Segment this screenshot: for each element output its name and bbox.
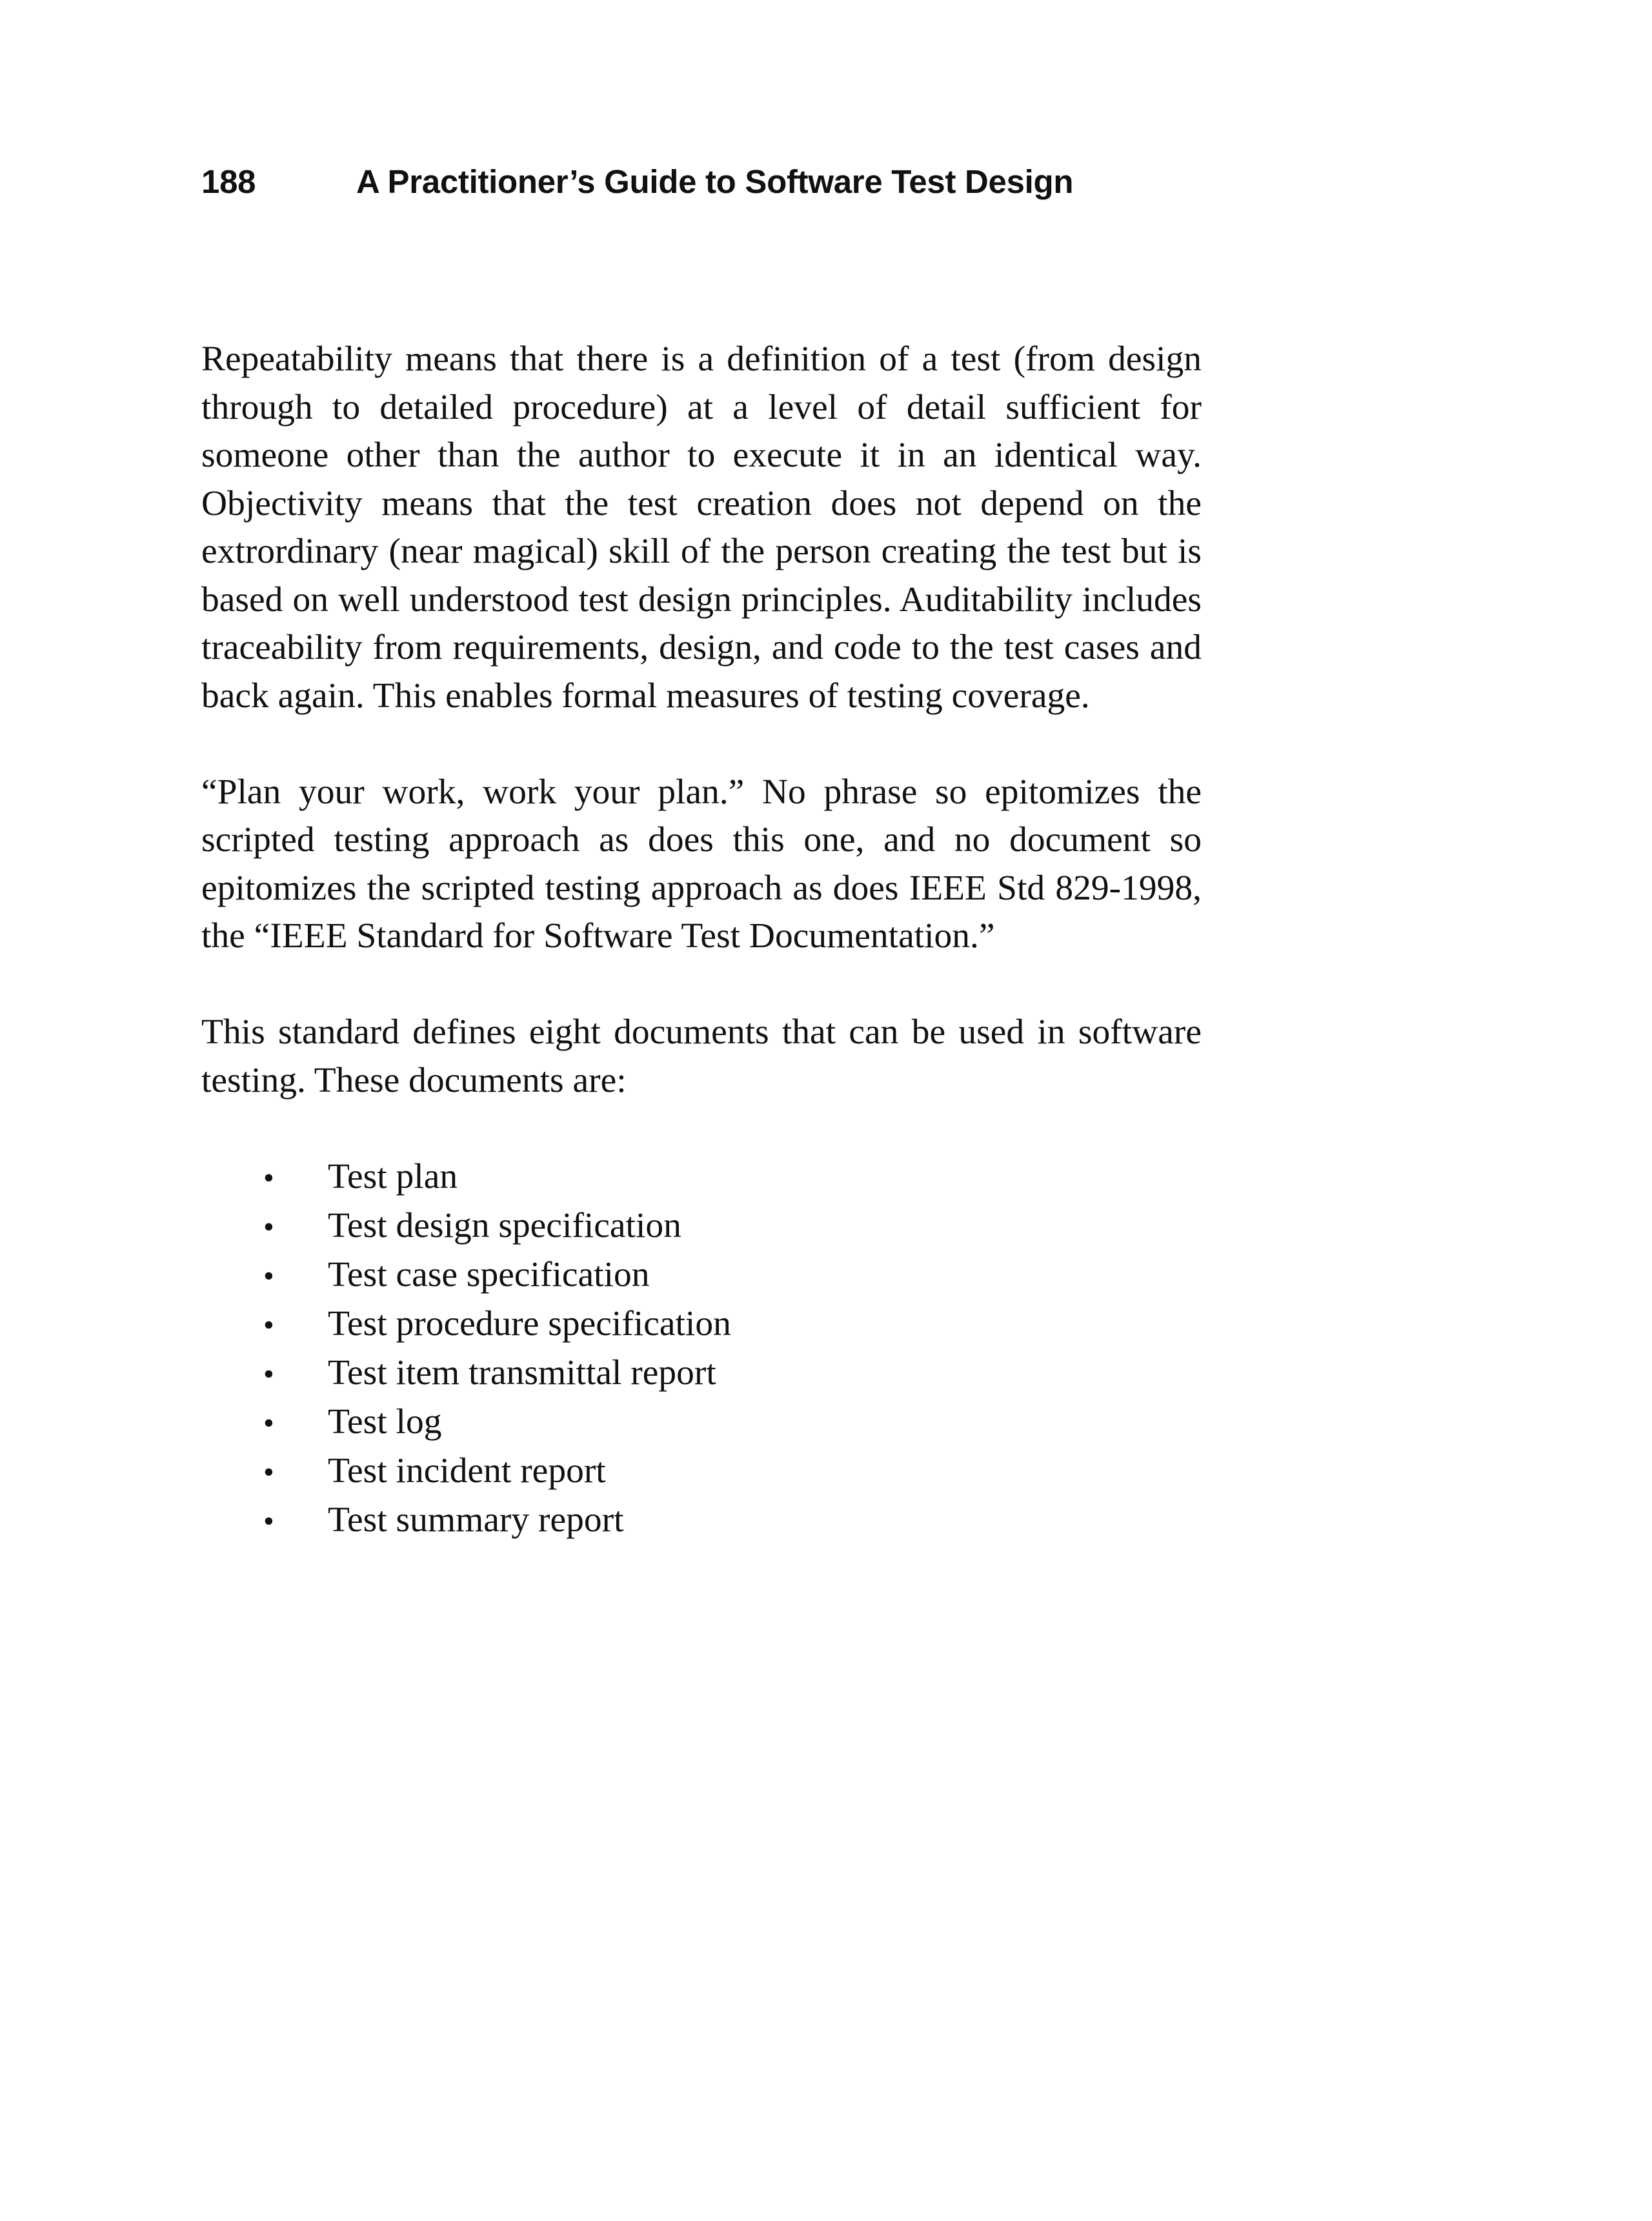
list-item-text: Test log	[328, 1402, 442, 1442]
running-header	[201, 159, 1073, 204]
list-item	[263, 1398, 1202, 1447]
bullet-icon: •	[263, 1356, 274, 1391]
list-item	[263, 1349, 1202, 1398]
paragraph-standard-documents: This standard defines eight documents that can be used in software testing. These documents are:	[201, 1012, 1202, 1100]
bullet-icon: •	[263, 1454, 274, 1489]
list-item-text: Test plan	[328, 1156, 458, 1196]
body-text	[201, 336, 1202, 1545]
list-item	[263, 1202, 1202, 1251]
list-item-text: Test item transmittal report	[328, 1352, 716, 1392]
list-item-text: Test case specification	[328, 1254, 650, 1294]
list-item	[263, 1300, 1202, 1349]
paragraph-plan-your-work: “Plan your work, work your plan.” No phrase so epitomizes the scripted testing approach as does this one, and no document so epitomizes the scripted testing approach as does IEEE Std 829-1998, the “IEEE Standard for Software Test Documentation.”	[201, 772, 1202, 956]
list-item	[263, 1153, 1202, 1202]
bullet-icon: •	[263, 1258, 274, 1293]
list-item	[263, 1251, 1202, 1300]
list-item-text: Test incident report	[328, 1451, 606, 1491]
page-number: 188	[201, 163, 256, 200]
bullet-icon: •	[263, 1307, 274, 1342]
list-item-text: Test procedure specification	[328, 1303, 731, 1343]
document-list	[201, 1153, 1202, 1545]
list-item	[263, 1447, 1202, 1496]
list-item	[263, 1496, 1202, 1545]
list-item-text: Test design specification	[328, 1205, 681, 1245]
bullet-icon: •	[263, 1209, 274, 1244]
bullet-icon: •	[263, 1405, 274, 1440]
paragraph-repeatability: Repeatability means that there is a definition of a test (from design through to detailed procedure) at a level of detail sufficient for someone other than the author to execute it in an identical way. Objectivity means that the test creation does not depend on the extrordinary (near magical) skill of the person creating the test but is based on well understood test design principles. Auditability includes traceability from requirements, design, and code to the test cases and back again. This enables formal measures of testing coverage.	[201, 339, 1202, 716]
list-item-text: Test summary report	[328, 1500, 624, 1540]
bullet-icon: •	[263, 1160, 274, 1195]
bullet-icon: •	[263, 1503, 274, 1538]
book-title: A Practitioner’s Guide to Software Test Design	[356, 163, 1074, 200]
